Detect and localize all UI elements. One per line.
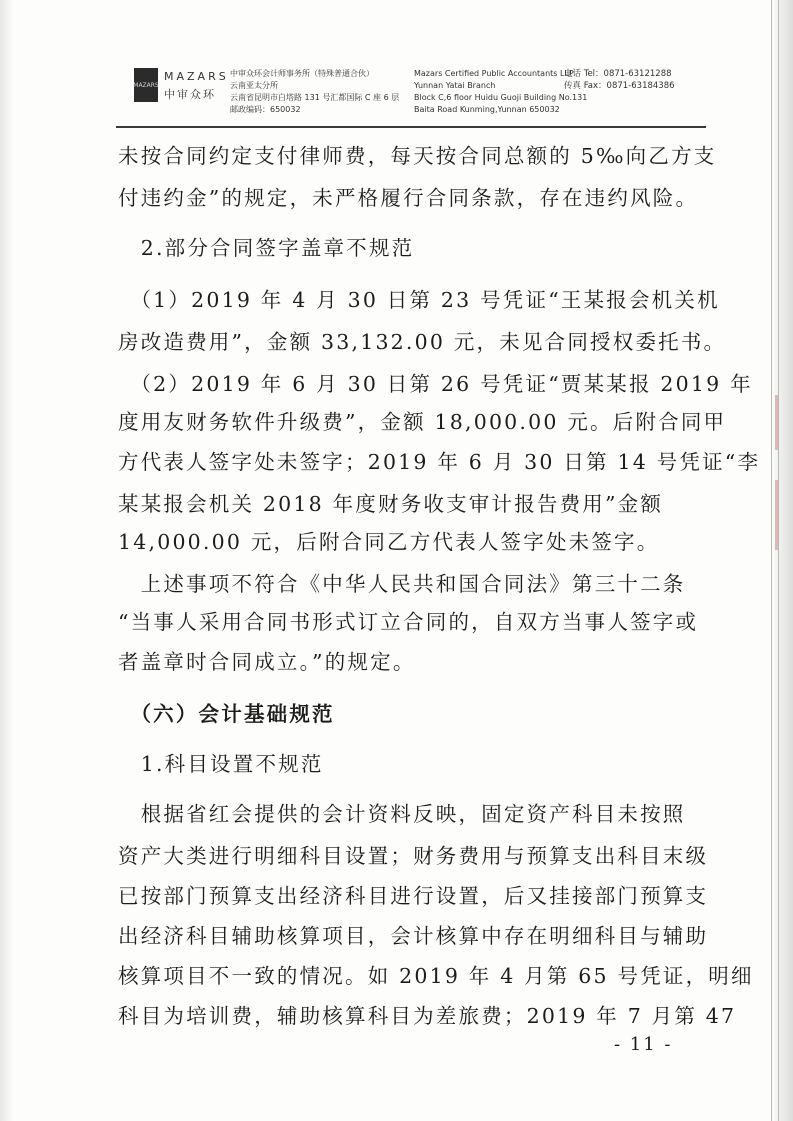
body-line: 已按部门预算支出经济科目进行设置，后又挂接部门预算支: [118, 884, 709, 908]
scan-edge-line: [778, 0, 779, 1121]
subsection-heading: 1.科目设置不规范: [118, 752, 324, 776]
scan-shadow-left: [0, 0, 14, 1121]
body-line: （2）2019 年 6 月 30 日第 26 号凭证“贾某某报 2019 年: [118, 372, 753, 396]
body-line: “当事人采用合同书形式订立合同的，自双方当事人签字或: [118, 610, 699, 634]
body-line: 出经济科目辅助核算项目，会计核算中存在明细科目与辅助: [118, 924, 709, 948]
body-line: 上述事项不符合《中华人民共和国合同法》第三十二条: [118, 572, 686, 596]
body-line: 付违约金”的规定，未严格履行合同条款，存在违约风险。: [118, 186, 699, 210]
body-line: 核算项目不一致的情况。如 2019 年 4 月第 65 号凭证，明细: [118, 964, 754, 988]
contact-info: [564, 68, 675, 92]
brand-name-cn: 中审众环: [164, 88, 216, 101]
subsection-heading: 2.部分合同签字盖章不规范: [118, 236, 415, 260]
body-line: 未按合同约定支付律师费，每天按合同总额的 5‰向乙方支: [118, 144, 717, 168]
address-cn: 中审众环会计师事务所（特殊普通合伙） 云南亚太分所 云南省昆明市白塔路 131 号汇都国际 C 座 6 层 邮政编码：650032: [230, 69, 400, 114]
body-line: （1）2019 年 4 月 30 日第 23 号凭证“王某报会机关机: [118, 288, 720, 312]
fax-number: 传真 Fax：0871-63184386: [564, 81, 675, 91]
section-heading: （六）会计基础规范: [118, 702, 335, 726]
seal-bleed-mark: [775, 480, 778, 550]
body-line: 方代表人签字处未签字；2019 年 6 月 30 日第 14 号凭证“李: [118, 450, 761, 474]
scan-shadow-right: [771, 0, 793, 1121]
body-line: 14,000.00 元，后附合同乙方代表人签字处未签字。: [118, 530, 660, 554]
body-line: 根据省红会提供的会计资料反映，固定资产科目未按照: [118, 802, 686, 826]
body-line: 房改造费用”，金额 33,132.00 元，未见合同授权委托书。: [118, 330, 727, 354]
scan-edge-line: [771, 0, 772, 1121]
mazars-logo-icon: MAZARS: [134, 68, 158, 102]
body-line: 者盖章时合同成立。”的规定。: [118, 650, 416, 674]
seal-bleed-mark: [775, 395, 778, 450]
body-line: 度用友财务软件升级费”，金额 18,000.00 元。后附合同甲: [118, 410, 727, 434]
body-line: 科目为培训费，辅助核算科目为差旅费；2019 年 7 月第 47: [118, 1004, 737, 1028]
header-divider: [116, 126, 706, 128]
body-line: 资产大类进行明细科目设置；财务费用与预算支出科目末级: [118, 844, 709, 868]
page-number: - 11 -: [614, 1034, 673, 1055]
phone-number: 电话 Tel：0871-63121288: [564, 69, 672, 79]
letterhead: [134, 64, 674, 122]
address-en: Mazars Certified Public Accountants LLP Yunnan Yatai Branch Block C,6 floor Huidu Guoji Building No.131 Baita Road Kunming,Yunnan 650032: [414, 69, 588, 114]
body-line: 某某报会机关 2018 年度财务收支审计报告费用”金额: [118, 492, 664, 516]
brand-name-en: MAZARS: [164, 70, 229, 83]
